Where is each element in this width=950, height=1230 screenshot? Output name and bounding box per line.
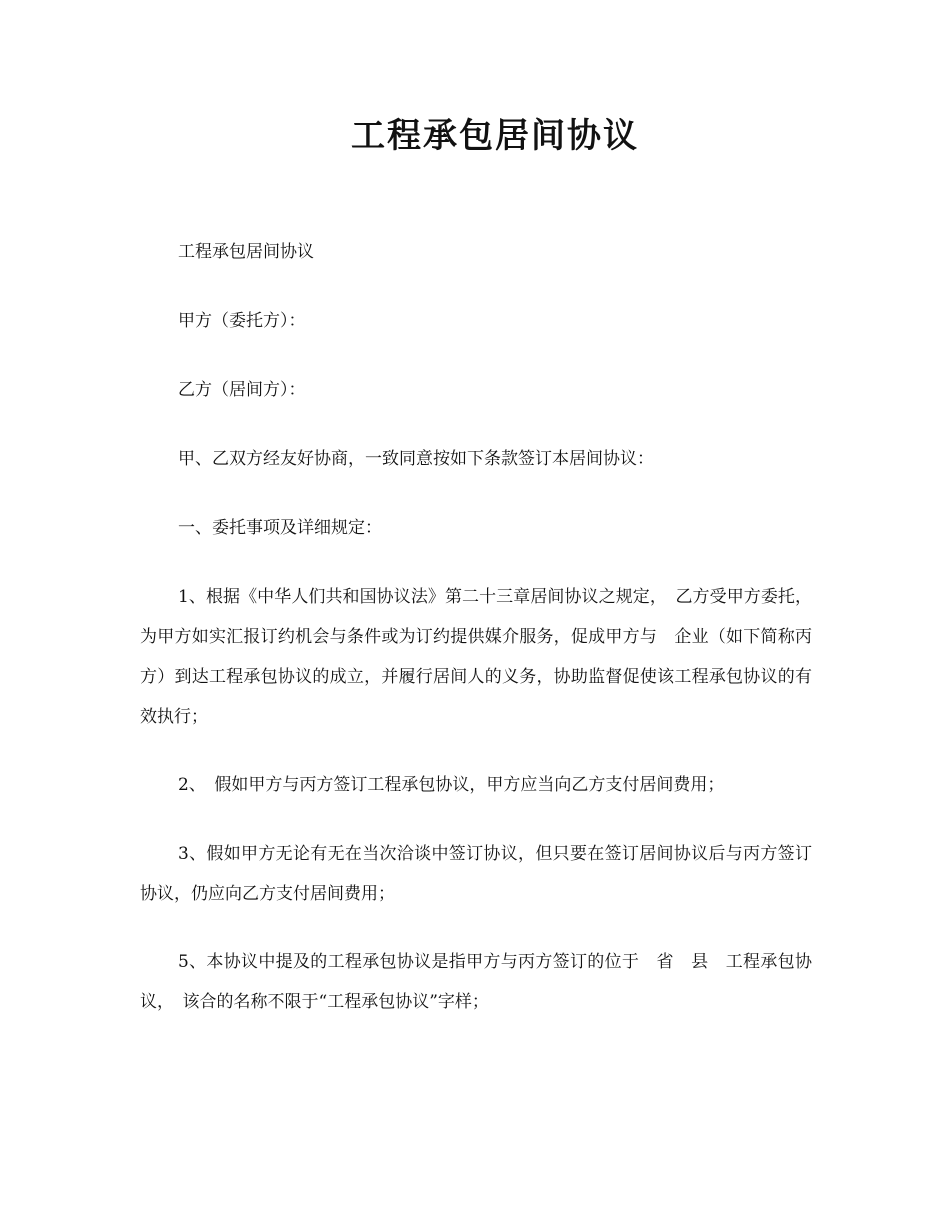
paragraph-clause-1: 1、根据《中华人们共和国协议法》第二十三章居间协议之规定， 乙方受甲方委托，为甲方如实汇报订约机会与条件或为订约提供媒介服务，促成甲方与 企业（如下简称丙方）到达工程承包协议的成立，并履行居间人的义务，协助监督促使该工程承包协议的有效执行； — [140, 587, 812, 727]
paragraph-preamble: 甲、乙双方经友好协商，一致同意按如下条款签订本居间协议： — [178, 449, 654, 469]
paragraph-clause-3: 3、假如甲方无论有无在当次洽谈中签订协议，但只要在签订居间协议后与丙方签订协议，仍应向乙方支付居间费用； — [140, 844, 812, 904]
document-title: 工程承包居间协议 — [351, 116, 639, 156]
paragraph-party-a: 甲方（委托方）： — [178, 311, 306, 331]
paragraph-party-b: 乙方（居间方）： — [178, 380, 306, 400]
paragraph-subtitle: 工程承包居间协议 — [178, 242, 314, 262]
paragraph-section-heading: 一、委托事项及详细规定： — [178, 518, 382, 538]
paragraph-clause-2: 2、 假如甲方与丙方签订工程承包协议，甲方应当向乙方支付居间费用； — [178, 775, 725, 795]
document-body — [140, 232, 812, 1050]
paragraph-clause-5: 5、本协议中提及的工程承包协议是指甲方与丙方签订的位于 省 县 工程承包协议， 该合的名称不限于“工程承包协议”字样； — [140, 952, 812, 1012]
